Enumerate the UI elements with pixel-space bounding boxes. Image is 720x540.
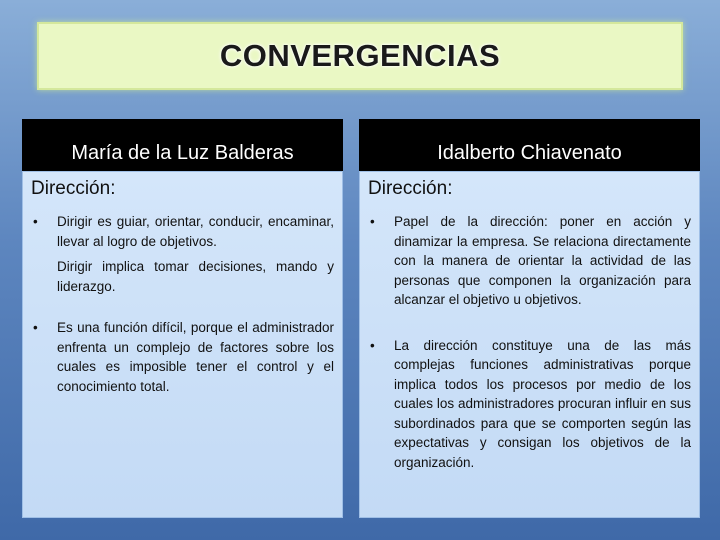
title-banner — [37, 22, 683, 90]
right-author-name: Idalberto Chiavenato — [437, 142, 622, 164]
left-subheading: Dirección: — [31, 178, 116, 199]
right-column-header — [359, 119, 700, 171]
bullet-icon: • — [370, 214, 375, 229]
bullet-icon: • — [370, 337, 375, 353]
left-bullet-item-2 — [31, 318, 334, 396]
left-item-2-text: Es una función difícil, porque el administrador enfrenta un complejo de factores sobre los cuales es imposible tener el control y el conocimiento total. — [57, 320, 334, 394]
page-title: CONVERGENCIAS — [219, 38, 501, 73]
right-column — [359, 119, 700, 518]
left-author-name: María de la Luz Balderas — [71, 142, 294, 164]
right-item-2-text: La dirección constituye una de las más complejas funciones administrativas porque implica todos los procesos por medio de los cuales los administradores procuran influir en sus subordinados para que se comporten según las expectativas y consigan los objetivos de la organización. — [394, 337, 691, 470]
bullet-icon: • — [33, 320, 38, 335]
right-item-1-text: Papel de la dirección: poner en acción y dinamizar la empresa. Se relaciona directamente con la manera de orientar la actividad de las personas que componen la organización para alcanzar el objetivo u objetivos. — [394, 214, 691, 307]
left-bullet-item-1 — [31, 212, 334, 296]
right-subheading: Dirección: — [368, 178, 453, 199]
right-bullet-item-2 — [368, 336, 691, 473]
bullet-icon: • — [33, 214, 38, 229]
right-bullet-item-1 — [368, 212, 691, 310]
left-column-header — [22, 119, 343, 171]
left-column-body — [22, 171, 343, 518]
left-bullet-list — [31, 212, 334, 396]
left-item-1-extra: Dirigir implica tomar decisiones, mando y liderazgo. — [57, 259, 334, 294]
left-column — [22, 119, 343, 518]
left-item-1-text: Dirigir es guiar, orientar, conducir, encaminar, llevar al logro de objetivos. — [57, 214, 334, 249]
right-bullet-list — [368, 212, 691, 472]
right-column-body — [359, 171, 700, 518]
